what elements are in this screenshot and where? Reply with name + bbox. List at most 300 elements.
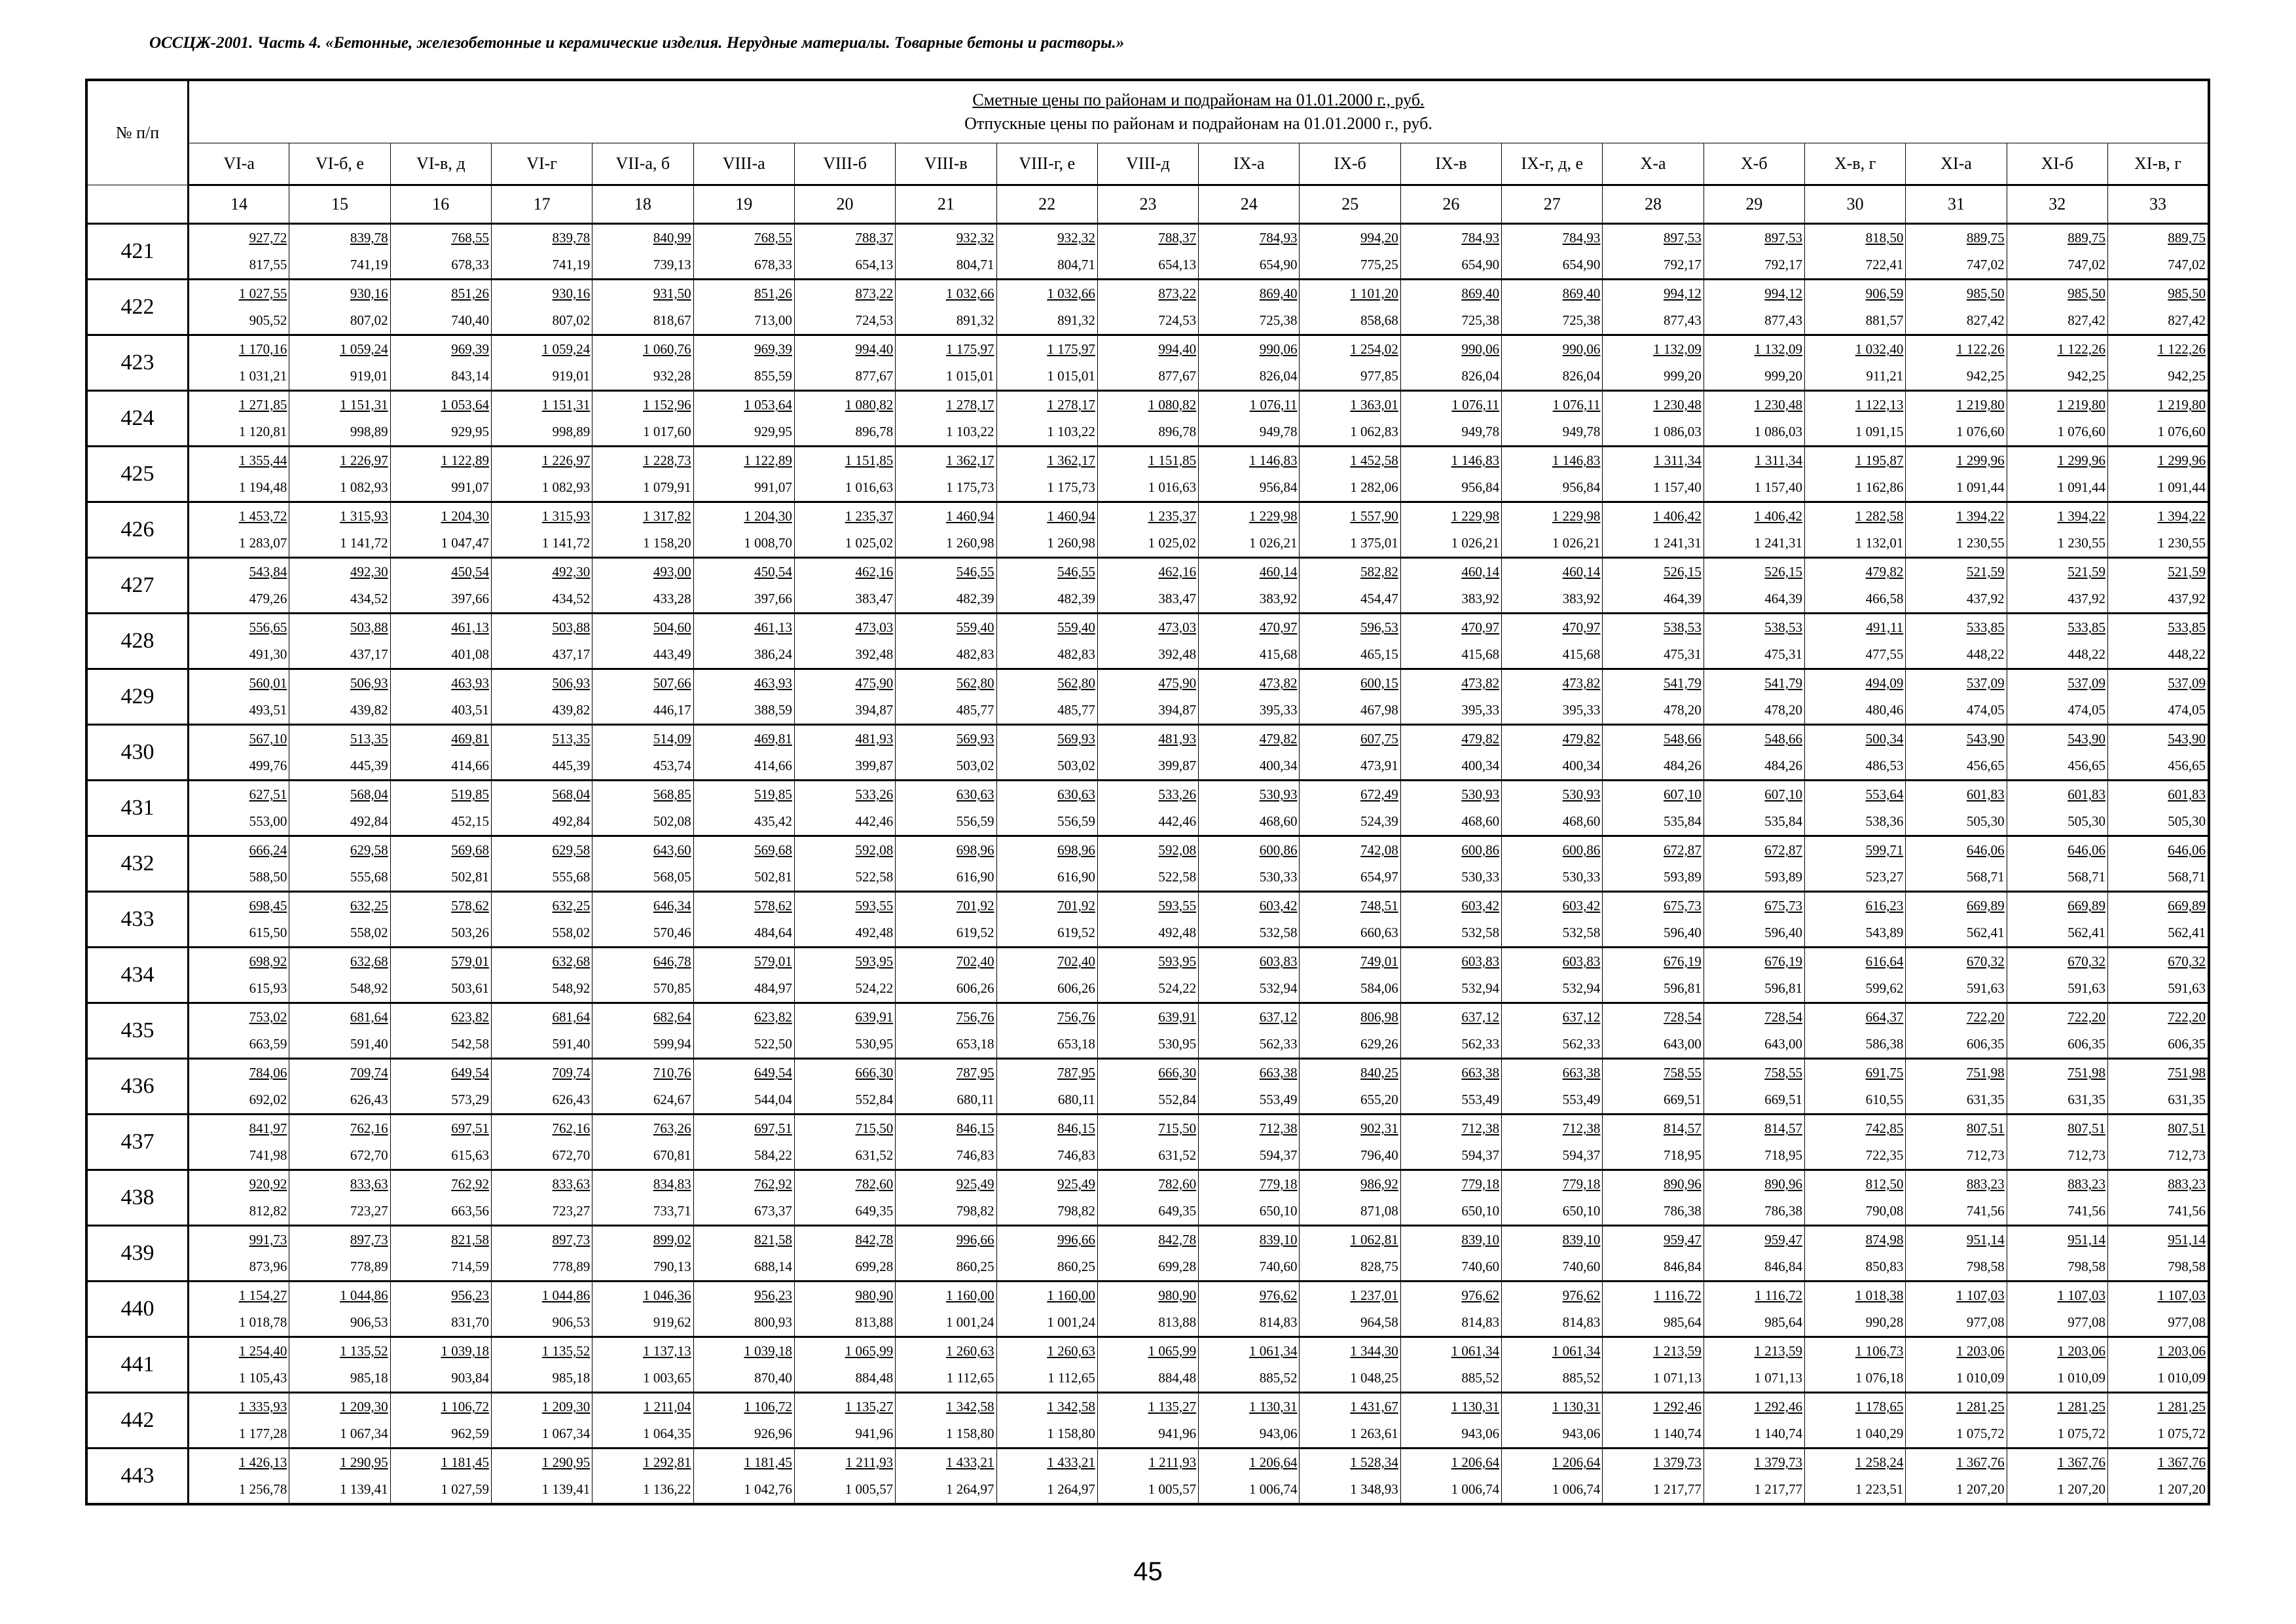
release-price: 1 260,98 [1047,535,1095,551]
release-price: 985,64 [1764,1314,1802,1330]
price-cell [1603,447,1704,502]
release-price: 649,35 [855,1203,894,1219]
estimate-price: 969,39 [754,341,792,357]
release-price: 1 005,57 [845,1481,894,1497]
release-price: 435,42 [754,813,792,829]
release-price: 503,02 [956,758,994,773]
estimate-price: 481,93 [1158,731,1197,747]
price-cell [1906,447,2007,502]
release-price: 524,39 [1360,813,1398,829]
estimate-price: 676,19 [1663,953,1702,969]
release-price: 903,84 [451,1370,489,1386]
price-cell [189,1170,289,1226]
release-price: 568,71 [2068,869,2105,885]
price-cell [1906,280,2007,335]
release-price: 885,52 [1562,1370,1601,1386]
column-number: 26 [1400,185,1501,224]
release-price: 804,71 [956,257,994,272]
price-cell [794,447,895,502]
release-price: 846,84 [1764,1259,1802,1274]
release-price: 548,92 [552,980,591,996]
price-cell [189,335,289,391]
release-price: 1 348,93 [1350,1481,1398,1497]
table-row [86,280,2209,335]
estimate-price: 664,37 [1865,1009,1904,1025]
price-cell [1502,614,1603,669]
price-cell [996,502,1097,558]
estimate-price: 569,68 [451,842,489,858]
price-cell [390,725,491,781]
estimate-price: 666,30 [855,1065,894,1080]
price-cell [2007,502,2107,558]
region-header: IX-б [1300,143,1400,185]
estimate-price: 1 299,96 [2057,452,2105,468]
release-price: 593,89 [1663,869,1702,885]
release-price: 439,82 [552,702,591,718]
price-cell [1906,781,2007,836]
price-cell [1603,224,1704,280]
estimate-price: 533,85 [2068,619,2105,635]
release-price: 991,07 [754,479,792,495]
price-cell [2107,614,2209,669]
release-price: 1 017,60 [643,424,691,439]
estimate-price: 1 204,30 [441,508,489,524]
estimate-price: 1 160,00 [946,1287,994,1303]
price-cell [390,1170,491,1226]
price-cell [289,1003,390,1059]
estimate-price: 897,73 [350,1232,388,1247]
price-cell [794,1115,895,1170]
release-price: 532,94 [1461,980,1500,996]
release-price: 1 260,98 [946,535,994,551]
release-price: 505,30 [2068,813,2105,829]
price-cell [1097,1282,1198,1337]
price-cell [1400,614,1501,669]
price-cell [592,335,693,391]
estimate-price: 742,85 [1865,1120,1904,1136]
release-price: 596,40 [1764,925,1802,940]
price-cell [1400,1059,1501,1115]
price-cell [1906,1059,2007,1115]
price-cell [1097,224,1198,280]
release-price: 1 217,77 [1653,1481,1702,1497]
release-price: 383,92 [1461,591,1500,606]
release-price: 798,58 [1966,1259,2005,1274]
price-cell [1300,1003,1400,1059]
price-cell [390,948,491,1003]
estimate-price: 675,73 [1663,898,1702,913]
table-row [86,781,2209,836]
estimate-price: 1 299,96 [1956,452,2005,468]
release-price: 532,94 [1259,980,1298,996]
release-price: 591,63 [2168,980,2206,996]
price-cell [289,725,390,781]
estimate-price: 513,35 [552,731,591,747]
price-cell [289,502,390,558]
price-cell [1400,1337,1501,1393]
estimate-price: 889,75 [1966,230,2005,246]
release-price: 522,58 [855,869,894,885]
table-row [86,558,2209,614]
release-price: 670,81 [653,1147,691,1163]
release-price: 1 141,72 [340,535,388,551]
release-price: 884,48 [855,1370,894,1386]
price-cell [1199,335,1300,391]
table-row [86,1170,2209,1226]
release-price: 1 283,07 [238,535,287,551]
estimate-price: 537,09 [1966,675,2005,691]
price-cell [1502,1003,1603,1059]
release-price: 741,98 [249,1147,287,1163]
release-price: 468,60 [1259,813,1298,829]
release-price: 1 027,59 [441,1481,489,1497]
release-price: 680,11 [957,1092,994,1107]
estimate-price: 629,58 [552,842,591,858]
estimate-price: 475,90 [1158,675,1197,691]
release-price: 491,30 [249,646,287,662]
price-cell [1906,892,2007,948]
release-price: 530,95 [1158,1036,1197,1052]
price-cell [1603,1393,1704,1449]
price-cell [1704,1170,1804,1226]
release-price: 654,97 [1360,869,1398,885]
estimate-price: 956,23 [754,1287,792,1303]
estimate-price: 1 282,58 [1855,508,1904,524]
estimate-price: 1 132,09 [1653,341,1702,357]
release-price: 492,84 [552,813,591,829]
price-cell [2007,1449,2107,1505]
estimate-price: 883,23 [2168,1176,2206,1192]
estimate-price: 460,14 [1562,564,1601,580]
price-cell [189,1449,289,1505]
release-price: 741,19 [350,257,388,272]
price-cell [2007,948,2107,1003]
estimate-price: 543,84 [249,564,287,580]
release-price: 1 015,01 [946,368,994,384]
price-cell [1502,836,1603,892]
price-cell [693,948,794,1003]
release-price: 482,83 [956,646,994,662]
price-cell [289,1393,390,1449]
price-cell [1097,391,1198,447]
price-cell [289,335,390,391]
price-cell [794,1003,895,1059]
estimate-price: 763,26 [653,1120,691,1136]
price-cell [491,447,592,502]
release-price: 678,33 [754,257,792,272]
price-cell [996,558,1097,614]
release-price: 655,20 [1360,1092,1398,1107]
estimate-price: 669,89 [2168,898,2206,913]
release-price: 943,06 [1562,1426,1601,1441]
estimate-price: 807,51 [2168,1120,2206,1136]
price-cell [289,280,390,335]
release-price: 553,49 [1461,1092,1500,1107]
price-cell [390,391,491,447]
release-price: 599,94 [653,1036,691,1052]
price-cell [592,1170,693,1226]
release-price: 482,39 [1057,591,1095,606]
release-price: 871,08 [1360,1203,1398,1219]
price-cell [491,1282,592,1337]
estimate-price: 600,86 [1562,842,1601,858]
price-cell [491,614,592,669]
release-price: 941,96 [1158,1426,1197,1441]
estimate-price: 1 228,73 [643,452,691,468]
price-cell [1502,1226,1603,1282]
price-cell [2007,1282,2107,1337]
release-price: 1 230,55 [2157,535,2206,551]
price-cell [1502,447,1603,502]
release-price: 790,13 [653,1259,691,1274]
estimate-price: 675,73 [1764,898,1802,913]
release-price: 654,90 [1259,257,1298,272]
release-price: 1 067,34 [541,1426,591,1441]
estimate-price: 986,92 [1360,1176,1398,1192]
release-price: 746,83 [1057,1147,1095,1163]
release-price: 724,53 [1158,312,1197,328]
release-price: 475,31 [1764,646,1802,662]
estimate-price: 623,82 [451,1009,489,1025]
release-price: 474,05 [2168,702,2206,718]
release-price: 1 375,01 [1350,535,1398,551]
price-cell [1704,614,1804,669]
release-price: 524,22 [1158,980,1197,996]
region-header: VII-а, б [592,143,693,185]
price-cell [896,725,996,781]
price-cell [491,1393,592,1449]
price-cell [2107,1282,2209,1337]
release-price: 532,94 [1562,980,1601,996]
estimate-price: 806,98 [1360,1009,1398,1025]
release-price: 877,67 [1158,368,1197,384]
price-cell [896,447,996,502]
release-price: 792,17 [1764,257,1802,272]
price-cell [189,781,289,836]
price-cell [1300,1059,1400,1115]
estimate-price: 473,82 [1461,675,1500,691]
price-cell [1704,669,1804,725]
price-cell [2007,614,2107,669]
price-cell [390,892,491,948]
estimate-price: 666,24 [249,842,287,858]
estimate-price: 1 170,16 [238,341,287,357]
price-cell [693,892,794,948]
release-price: 1 207,20 [1956,1481,2005,1497]
region-header: VIII-д [1097,143,1198,185]
release-price: 570,46 [653,925,691,940]
price-cell [1199,669,1300,725]
release-price: 1 048,25 [1350,1370,1398,1386]
price-cell [794,781,895,836]
region-header: VIII-а [693,143,794,185]
release-price: 942,25 [2068,368,2105,384]
estimate-price: 533,26 [855,786,894,802]
release-price: 650,10 [1562,1203,1601,1219]
estimate-price: 1 362,17 [1047,452,1095,468]
release-price: 555,68 [350,869,388,885]
estimate-price: 1 213,59 [1653,1343,1702,1359]
release-price: 594,37 [1461,1147,1500,1163]
price-cell [1400,1393,1501,1449]
estimate-price: 702,40 [1057,953,1095,969]
region-header: IX-в [1400,143,1501,185]
release-price: 985,64 [1663,1314,1702,1330]
table-row [86,1059,2209,1115]
region-header: XI-в, г [2107,143,2209,185]
release-price: 599,62 [1865,980,1904,996]
estimate-price: 616,64 [1865,953,1904,969]
release-price: 798,58 [2068,1259,2105,1274]
price-cell [491,892,592,948]
release-price: 1 086,03 [1754,424,1802,439]
column-number: 24 [1199,185,1300,224]
estimate-price: 1 135,27 [845,1399,894,1414]
estimate-price: 1 076,11 [1552,397,1601,413]
estimate-price: 470,97 [1562,619,1601,635]
release-price: 672,70 [350,1147,388,1163]
price-cell [1502,1393,1603,1449]
release-price: 1 264,97 [1047,1481,1095,1497]
price-cell [1805,280,1906,335]
release-price: 532,58 [1259,925,1298,940]
row-number: 441 [86,1337,189,1393]
release-price: 846,84 [1663,1259,1702,1274]
estimate-price: 701,92 [956,898,994,913]
estimate-price: 932,32 [956,230,994,246]
estimate-price: 1 226,97 [340,452,388,468]
release-price: 1 010,09 [1956,1370,2005,1386]
release-price: 558,02 [552,925,591,940]
estimate-price: 460,14 [1259,564,1298,580]
release-price: 827,42 [2168,312,2206,328]
release-price: 1 082,93 [541,479,591,495]
release-price: 467,98 [1360,702,1398,718]
estimate-price: 479,82 [1259,731,1298,747]
row-number: 436 [86,1059,189,1115]
price-cell [390,836,491,892]
estimate-price: 492,30 [552,564,591,580]
estimate-price: 1 452,58 [1350,452,1398,468]
estimate-price: 1 281,25 [1956,1399,2005,1414]
release-price: 606,26 [956,980,994,996]
estimate-price: 951,14 [2068,1232,2105,1247]
release-price: 415,68 [1259,646,1298,662]
price-cell [1097,1003,1198,1059]
estimate-price: 672,87 [1764,842,1802,858]
price-cell [1097,502,1198,558]
estimate-price: 1 080,82 [845,397,894,413]
price-cell [996,781,1097,836]
price-cell [1300,447,1400,502]
price-cell [1704,280,1804,335]
estimate-price: 1 146,83 [1451,452,1500,468]
release-price: 443,49 [653,646,691,662]
price-cell [491,725,592,781]
estimate-price: 762,92 [451,1176,489,1192]
price-cell [1704,1282,1804,1337]
release-price: 464,39 [1764,591,1802,606]
estimate-price: 814,57 [1663,1120,1702,1136]
row-number: 440 [86,1282,189,1337]
release-price: 1 001,24 [946,1314,994,1330]
release-price: 1 003,65 [643,1370,691,1386]
estimate-price: 787,95 [1057,1065,1095,1080]
release-price: 1 018,78 [238,1314,287,1330]
release-price: 653,18 [956,1036,994,1052]
release-price: 1 076,60 [2157,424,2206,439]
price-cell [896,1115,996,1170]
row-number: 439 [86,1226,189,1282]
price-cell [1199,558,1300,614]
release-price: 1 079,91 [643,479,691,495]
release-price: 814,83 [1562,1314,1601,1330]
estimate-price: 994,40 [1158,341,1197,357]
release-price: 722,35 [1865,1147,1904,1163]
release-price: 932,28 [653,368,691,384]
price-cell [592,836,693,892]
estimate-price: 603,83 [1461,953,1500,969]
estimate-price: 722,20 [2168,1009,2206,1025]
estimate-price: 623,82 [754,1009,792,1025]
price-cell [1300,1282,1400,1337]
caption-row [86,80,2209,143]
price-cell [189,1393,289,1449]
estimate-price: 990,06 [1562,341,1601,357]
release-price: 591,40 [552,1036,591,1052]
estimate-price: 1 122,13 [1855,397,1904,413]
estimate-price: 751,98 [1966,1065,2005,1080]
release-price: 542,58 [451,1036,489,1052]
price-cell [794,280,895,335]
release-price: 558,02 [350,925,388,940]
price-cell [1704,224,1804,280]
estimate-price: 821,58 [451,1232,489,1247]
release-price: 942,25 [1966,368,2005,384]
estimate-price: 473,03 [1158,619,1197,635]
release-price: 1 025,02 [1148,535,1197,551]
table-row [86,1115,2209,1170]
release-price: 669,51 [1663,1092,1702,1107]
estimate-price: 698,92 [249,953,287,969]
release-price: 1 103,22 [946,424,994,439]
release-price: 725,38 [1259,312,1298,328]
release-price: 1 175,73 [946,479,994,495]
estimate-price: 513,35 [350,731,388,747]
estimate-price: 637,12 [1562,1009,1601,1025]
estimate-price: 669,89 [2068,898,2105,913]
price-cell [1704,335,1804,391]
estimate-price: 1 394,22 [1956,508,2005,524]
estimate-price: 839,10 [1461,1232,1500,1247]
estimate-price: 1 206,64 [1552,1454,1601,1470]
release-price: 663,56 [451,1203,489,1219]
price-cell [1805,1059,1906,1115]
estimate-price: 603,83 [1259,953,1298,969]
release-price: 448,22 [2168,646,2206,662]
release-price: 741,56 [2168,1203,2206,1219]
release-price: 919,62 [653,1314,691,1330]
estimate-price: 637,12 [1461,1009,1500,1025]
estimate-price: 603,42 [1259,898,1298,913]
price-cell [189,447,289,502]
release-price: 723,27 [552,1203,591,1219]
price-cell [996,280,1097,335]
estimate-price: 1 342,58 [1047,1399,1095,1414]
release-price: 552,84 [855,1092,894,1107]
price-cell [289,558,390,614]
price-cell [794,1337,895,1393]
